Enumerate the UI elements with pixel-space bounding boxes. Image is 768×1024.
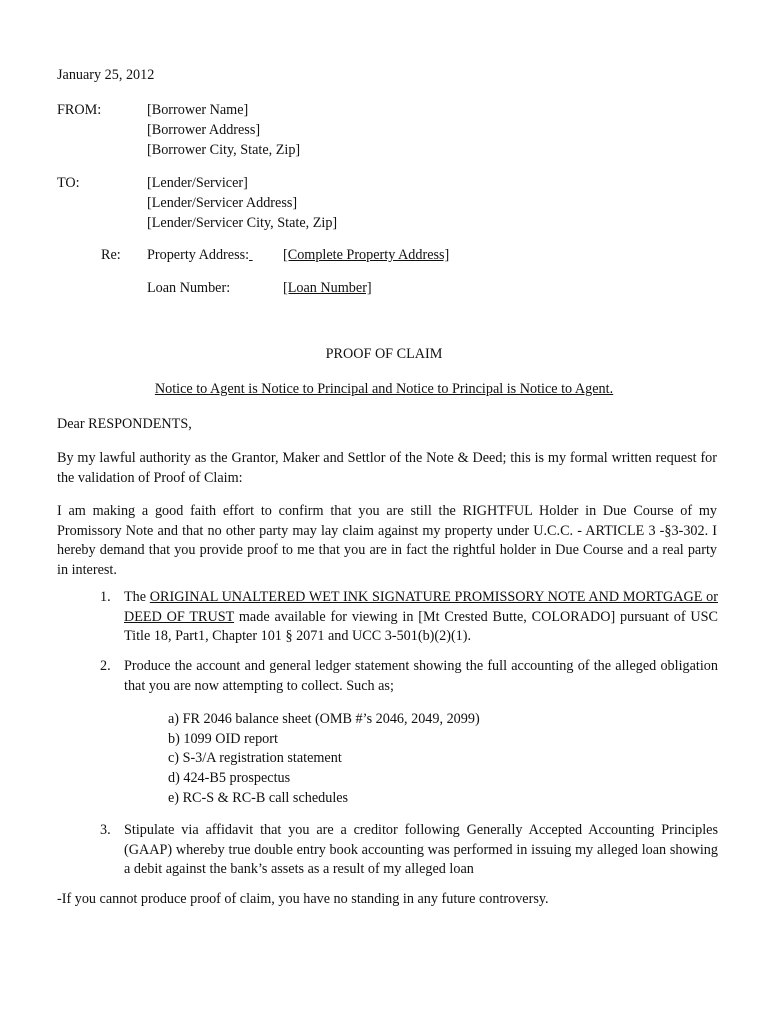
from-line-address: [Borrower Address]: [147, 122, 261, 138]
from-line-city: [Borrower City, State, Zip]: [147, 142, 301, 158]
from-label: FROM:: [57, 102, 102, 118]
closing-statement: -If you cannot produce proof of claim, you have no standing in any future controversy.: [57, 891, 549, 907]
to-line-city: [Lender/Servicer City, State, Zip]: [147, 215, 338, 231]
property-address-label: Property Address:: [147, 247, 250, 263]
notice-line-wrap: [0, 380, 768, 400]
list-item-text: Produce the account and general ledger statement showing the full accounting of the alleged obligation that you are now attempting to collect. Such as;: [124, 658, 718, 694]
from-line-name: [Borrower Name]: [147, 102, 249, 118]
re-label: Re:: [101, 247, 121, 263]
letter-date: January 25, 2012: [57, 67, 155, 83]
sub-item: d) 424-B5 prospectus: [168, 770, 291, 786]
paragraph-good-faith: I am making a good faith effort to confirm that you are still the RIGHTFUL Holder in Due Course of my Promissory Note and that no other party may lay claim against my property under U.C.C. - ARTICLE 3 -§3-302. I hereby demand that you provide proof to me that you are in fact the rightful holder in Due Course and a real party in interest.: [57, 503, 717, 578]
document-title: PROOF OF CLAIM: [325, 346, 443, 362]
list-item-number: 3.: [100, 822, 111, 838]
paragraph-authority: By my lawful authority as the Grantor, Maker and Settlor of the Note & Deed; this is my formal written request for the validation of Proof of Claim:: [57, 450, 717, 486]
list-item: [100, 588, 718, 647]
loan-number-value: [Loan Number]: [283, 280, 372, 296]
to-line-address: [Lender/Servicer Address]: [147, 195, 298, 211]
loan-number-label: Loan Number:: [147, 280, 231, 296]
property-address-value: [Complete Property Address]: [283, 247, 450, 263]
sub-item: c) S-3/A registration statement: [168, 750, 342, 766]
list-item-text: Stipulate via affidavit that you are a creditor following Generally Accepted Accounting Principles (GAAP) whereby true double entry book accounting was performed in issuing my alleged loan showing a debit against the bank’s assets as a result of my alleged loan: [124, 822, 718, 878]
salutation: Dear RESPONDENTS,: [57, 416, 192, 432]
notice-line: Notice to Agent is Notice to Principal and Notice to Principal is Notice to Agent.: [154, 381, 614, 397]
list-item: [100, 657, 718, 696]
list-item-text: The ORIGINAL UNALTERED WET INK SIGNATURE PROMISSORY NOTE AND MORTGAGE or DEED OF TRUST made available for viewing in [Mt Crested Butte, COLORADO] pursuant of USC Title 18, Part1, Chapter 101 § 2071 and UCC 3-501(b)(2)(1).: [124, 589, 718, 645]
sub-item: b) 1099 OID report: [168, 731, 278, 747]
sub-item: e) RC-S & RC-B call schedules: [168, 790, 349, 806]
to-label: TO:: [57, 175, 80, 191]
to-line-servicer: [Lender/Servicer]: [147, 175, 248, 191]
list-item: [100, 821, 718, 880]
list-item-number: 2.: [100, 658, 111, 674]
sub-item: a) FR 2046 balance sheet (OMB #’s 2046, 2049, 2099): [168, 711, 480, 727]
list-item-number: 1.: [100, 589, 111, 605]
